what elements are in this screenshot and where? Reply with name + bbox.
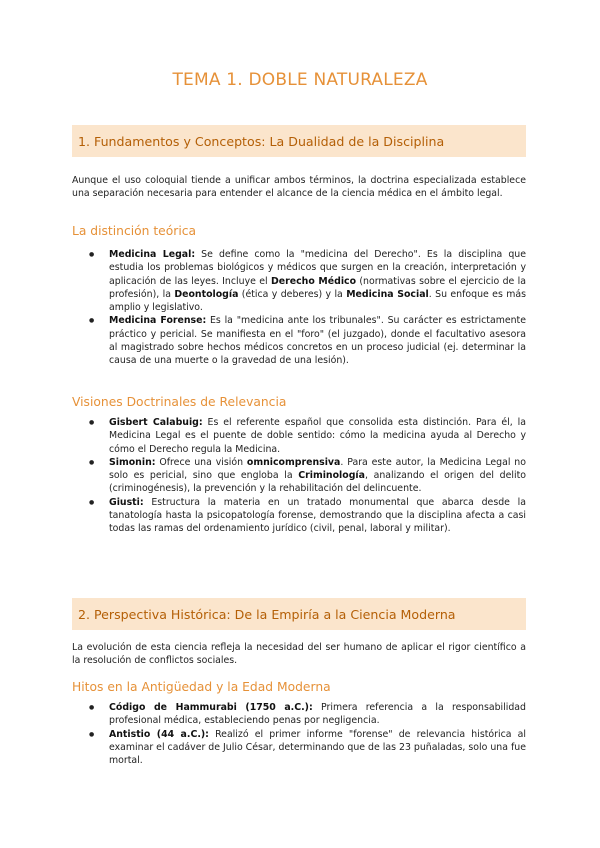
list-item [72, 728, 526, 768]
bullet-icon: ● [89, 317, 95, 325]
bullet-icon: ● [89, 251, 95, 258]
item-text: Primera referencia a la responsabilidad profesional médica, estableciendo penas por negligencia. [109, 702, 526, 727]
bullet-icon: ● [89, 730, 95, 738]
item-text: Es la "medicina ante los tribunales". Su carácter es estrictamente práctico y pericial. Se manifiesta en el "foro" (el juzgado), donde el facultativo asesora al magistrado sobre hechos médicos concretos en un proceso judicial (ej. determinar la causa de una muerte o la gravedad de una lesión). [109, 315, 526, 367]
section-heading-text: 1. Fundamentos y Conceptos: La Dualidad de la Disciplina [78, 133, 445, 149]
bold-term: Antistio (44 a.C.): [109, 728, 209, 740]
list-item [72, 314, 526, 367]
list-item [72, 416, 526, 456]
section-intro: La evolución de esta ciencia refleja la necesidad del ser humano de aplicar el rigor científico a la resolución de conflictos sociales. [72, 642, 526, 667]
item-text: Realizó el primer informe "forense" de relevancia histórica al examinar el cadáver de Julio César, determinando que de las 23 puñaladas, solo una fue mortal. [109, 728, 526, 767]
section-intro: Aunque el uso coloquial tiende a unificar ambos términos, la doctrina especializada establece una separación necesaria para entender el alcance de la ciencia médica en el ámbito legal. [72, 175, 526, 200]
item-text: Estructura la materia en un tratado monumental que abarca desde la tanatología hasta la psicopatología forense, demostrando que la disciplina afecta a casi todas las ramas del ordenamiento jurídico (civil, penal, laboral y militar). [109, 496, 526, 535]
bold-term: Deontología [174, 288, 239, 300]
bold-term: Código de Hammurabi (1750 a.C.): [109, 702, 313, 713]
bold-term: Giusti: [109, 496, 144, 508]
bold-term: omnicomprensiva [246, 456, 341, 468]
item-text: . Para este autor, la Medicina Legal no solo es pericial, sino que engloba la [109, 456, 526, 482]
list-item [72, 701, 526, 728]
list-item [72, 456, 526, 496]
bullet-icon: ● [89, 498, 95, 506]
item-text: . Su enfoque es más amplio y legislativo. [109, 288, 526, 314]
bold-term: Medicina Social [346, 288, 429, 300]
item-text: (normativas sobre el ejercicio de la profesión), la [109, 275, 526, 300]
document-title: TEMA 1. DOBLE NATURALEZA [172, 70, 428, 90]
item-text: Se define como la "medicina del Derecho". Es la disciplina que estudia los problemas biológicos y médicos que surgen en la creación, interpretación y aplicación de las leyes. Incluye el [109, 249, 526, 287]
bold-term: Simonin: [109, 456, 156, 468]
item-text: (ética y deberes) y la [238, 288, 347, 300]
bold-term: Criminología [298, 470, 365, 482]
bold-term: Medicina Forense: [109, 315, 207, 327]
bullet-list [72, 248, 526, 368]
bullet-list [72, 416, 526, 536]
section-heading-2 [72, 598, 526, 630]
subsection-heading: La distinción teórica [72, 224, 197, 238]
bold-term: Medicina Legal: [109, 249, 196, 260]
bullet-icon: ● [89, 458, 95, 466]
list-item [72, 248, 526, 314]
section-heading-1 [72, 125, 526, 157]
list-item [72, 496, 526, 536]
item-text: Ofrece una visión [155, 456, 247, 468]
section-heading-text: 2. Perspectiva Histórica: De la Empiría a la Ciencia Moderna [78, 606, 456, 622]
bold-term: Derecho Médico [270, 275, 357, 287]
bold-term: Gisbert Calabuig: [109, 417, 203, 428]
subsection-heading: Visiones Doctrinales de Relevancia [72, 395, 287, 409]
bullet-icon: ● [89, 419, 95, 426]
bullet-icon: ● [89, 704, 95, 711]
item-text: Es el referente español que consolida esta distinción. Para él, la Medicina Legal es el puente de doble sentido: cómo la medicina ayuda al Derecho y cómo el Derecho regula la Medicina. [109, 417, 527, 455]
bullet-list [72, 701, 526, 767]
subsection-heading: Hitos en la Antigüedad y la Edad Moderna [72, 680, 331, 694]
item-text: , analizando el origen del delito (criminogénesis), la prevención y la rehabilitación del delincuente. [109, 470, 526, 495]
